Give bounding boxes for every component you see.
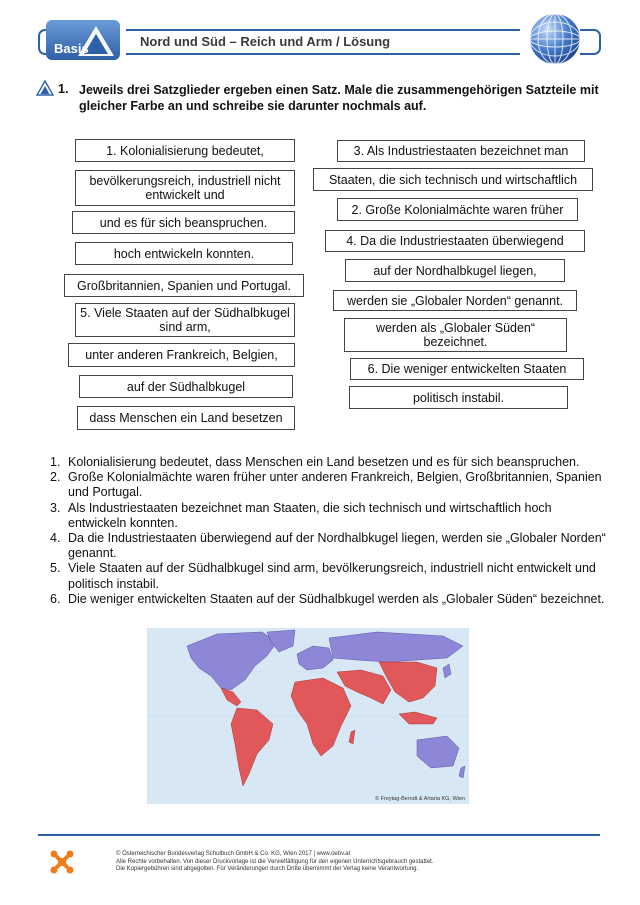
answer-text: Viele Staaten auf der Südhalbkugel sind arm, bevölkerungsreich, industriell nicht entwickelt und politisch instabil. (68, 561, 596, 591)
list-item (50, 501, 610, 531)
task-instruction: Jeweils drei Satzglieder ergeben einen Satz. Male die zusammengehörigen Satzteile mit gleicher Farbe an und schreibe sie darunter nochmals auf. (79, 83, 599, 113)
phrase-box: 2. Große Kolonialmächte waren früher (337, 198, 578, 221)
answer-number: 6. (50, 591, 61, 606)
map-credit: © Freytag-Berndt & Artaria KG, Wien (375, 796, 465, 802)
phrase-box: und es für sich beanspruchen. (72, 211, 295, 234)
footer-line: © Österreichischer Bundesverlag Schulbuch GmbH & Co. KG, Wien 2017 | www.oebv.at (116, 851, 351, 857)
globe-icon (526, 10, 584, 68)
answer-number: 2. (50, 470, 61, 485)
phrase-box: hoch entwickeln konnten. (75, 242, 293, 265)
answer-number: 1. (50, 455, 61, 469)
phrase-box: auf der Nordhalbkugel liegen, (345, 259, 565, 282)
footer-line: Die Kopiergebühren sind abgegolten. Für Veränderungen durch Dritte übernimmt der Verlag keine Verantwortung. (116, 866, 419, 872)
world-map (147, 628, 469, 804)
phrase-box: 1. Kolonialisierung bedeutet, (75, 139, 295, 162)
phrase-box: politisch instabil. (349, 386, 568, 409)
answer-text: Große Kolonialmächte waren früher unter anderen Frankreich, Belgien, Großbritannien, Spanien und Portugal. (68, 470, 602, 500)
publisher-logo-icon (48, 848, 76, 876)
footer-line: Alle Rechte vorbehalten. Von dieser Druckvorlage ist die Vervielfältigung für den eigenen Unterrichtsgebrauch gestattet. (116, 858, 434, 865)
phrase-box: Staaten, die sich technisch und wirtschaftlich (313, 168, 593, 191)
phrase-box: dass Menschen ein Land besetzen (77, 406, 295, 430)
list-item (50, 455, 610, 470)
answer-text: Kolonialisierung bedeutet, dass Menschen ein Land besetzen und es für sich beanspruchen. (68, 455, 580, 469)
list-item (50, 531, 610, 561)
answer-list (50, 455, 610, 607)
phrase-box: werden sie „Globaler Norden“ genannt. (333, 290, 577, 311)
list-item (50, 592, 610, 607)
page-title: Nord und Süd – Reich und Arm / Lösung (140, 34, 391, 49)
basis-badge (40, 16, 125, 64)
phrase-box: bevölkerungsreich, industriell nicht entwickelt und (75, 170, 295, 206)
task-level-icon (36, 80, 54, 96)
phrase-box: 5. Viele Staaten auf der Südhalbkugel sind arm, (75, 303, 295, 337)
phrase-box: 4. Da die Industriestaaten überwiegend (325, 230, 585, 252)
task-number: 1. (58, 82, 69, 96)
phrase-box: auf der Südhalbkugel (79, 375, 293, 398)
basis-label: Basis (54, 41, 89, 56)
phrase-box: 3. Als Industriestaaten bezeichnet man (337, 140, 585, 162)
footer-text (116, 851, 434, 874)
phrase-box: Großbritannien, Spanien und Portugal. (64, 274, 304, 297)
answer-number: 3. (50, 500, 61, 515)
phrase-box: 6. Die weniger entwickelten Staaten (350, 358, 584, 380)
answer-text: Die weniger entwickelten Staaten auf der Südhalbkugel werden als „Globaler Süden“ bezeichnet. (68, 591, 605, 606)
answer-text: Als Industriestaaten bezeichnet man Staaten, die sich technisch und wirtschaftlich hoch entwickeln konnten. (68, 500, 552, 530)
list-item (50, 561, 610, 591)
answer-text: Da die Industriestaaten überwiegend auf der Nordhalbkugel liegen, werden sie „Globaler Norden“ genannt. (68, 531, 606, 561)
footer-divider (38, 834, 600, 836)
list-item (50, 470, 610, 500)
answer-number: 5. (50, 561, 61, 576)
phrase-box: werden als „Globaler Süden“ bezeichnet. (344, 318, 567, 352)
answer-number: 4. (50, 531, 61, 546)
phrase-box: unter anderen Frankreich, Belgien, (68, 343, 295, 367)
